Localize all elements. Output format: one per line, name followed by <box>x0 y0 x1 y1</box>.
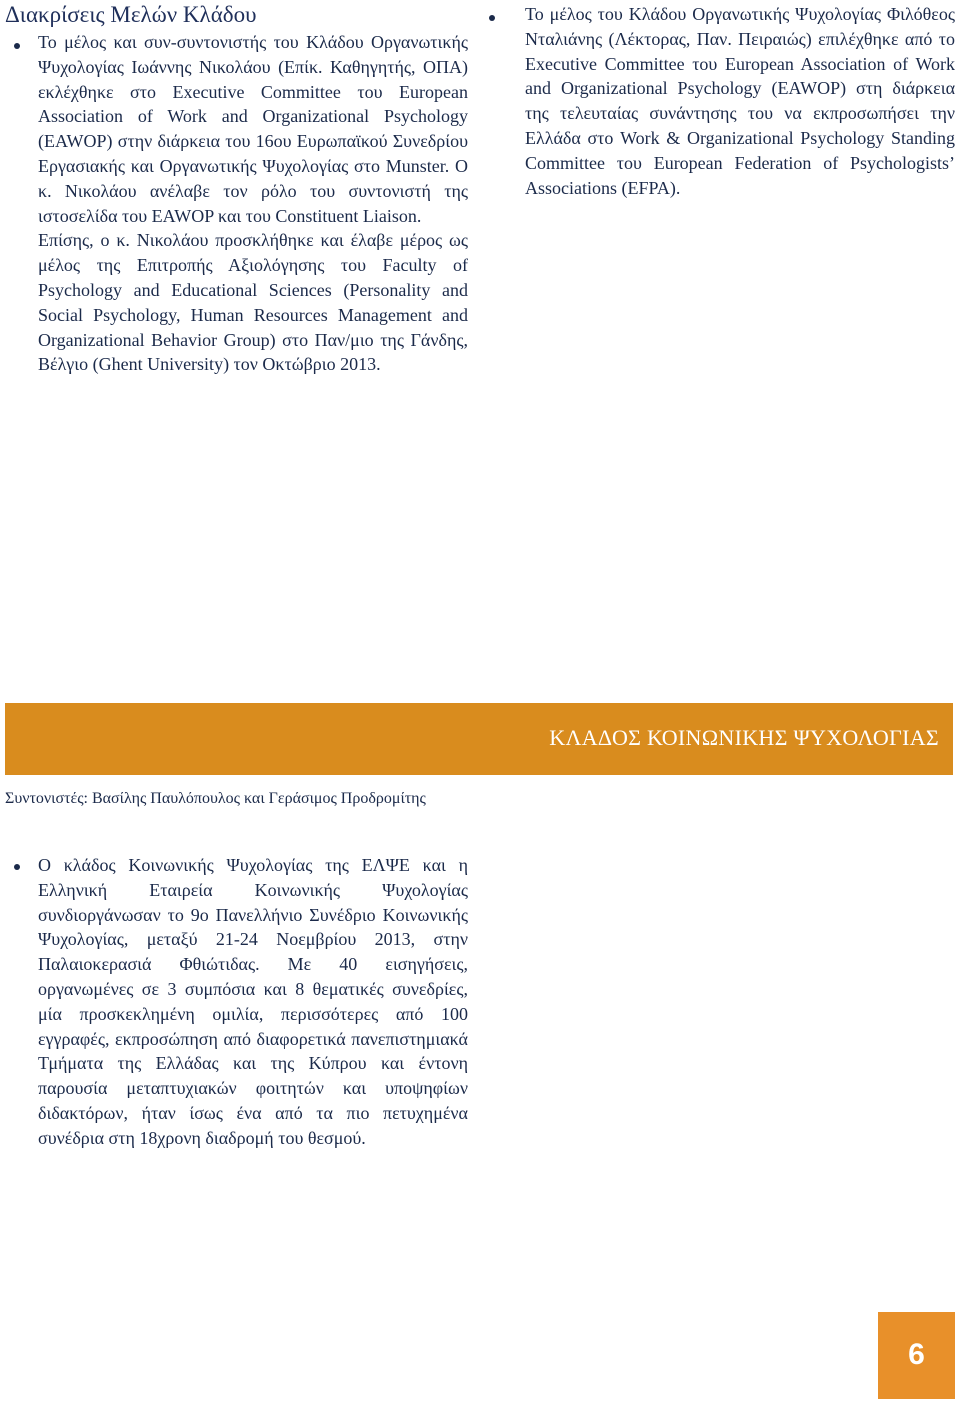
left-paragraph-1: Το μέλος και συν-συντονιστής του Κλάδου Οργανωτικής Ψυχολογίας Ιωάννης Νικολάου (Επίκ. Καθηγητής, ΟΠΑ) εκλέχθηκε στο Executive Committee του European Association of Work and Organizational Psychology (EAWOP) στην διάρκεια του 16ου Ευρωπαϊκού Συνεδρίου Εργασιακής και Οργανωτικής Ψυχολογίας στο Munster. Ο κ. Νικολάου ανέλαβε τον ρόλο του συντονιστή της ιστοσελίδα του EAWOP και του Constituent Liaison. <box>38 32 468 226</box>
bullet-icon <box>14 864 20 870</box>
bullet-icon <box>14 43 20 49</box>
page-number-badge <box>878 1312 955 1399</box>
section-band <box>5 703 953 775</box>
left-paragraph-2: Επίσης, ο κ. Νικολάου προσκλήθηκε και έλαβε μέρος ως μέλος της Επιτροπής Αξιολόγησης του Faculty of Psychology and Educational Sciences (Personality and Social Psychology, Human Resources Management and Organizational Behavior Group) στο Παν/μιο της Γάνδης, Βέλγιο (Ghent University) τον Οκτώβριο 2013. <box>38 230 468 375</box>
social-column <box>38 853 468 1151</box>
band-title: ΚΛΑΔΟΣ ΚΟΙΝΩΝΙΚΗΣ ΨΥΧΟΛΟΓΙΑΣ <box>549 725 939 750</box>
right-column <box>525 2 955 200</box>
bullet-icon <box>489 15 495 21</box>
left-column <box>38 30 468 377</box>
social-paragraph-1: Ο κλάδος Κοινωνικής Ψυχολογίας της ΕΛΨΕ και η Ελληνική Εταιρεία Κοινωνικής Ψυχολογίας συνδιοργάνωσαν το 9ο Πανελλήνιο Συνέδριο Κοινωνικής Ψυχολογίας, μεταξύ 21-24 Νοεμβρίου 2013, στην Παλαιοκερασιά Φθιώτιδας. Με 40 εισηγήσεις, οργανωμένες σε 3 συμπόσια και 8 θεματικές συνεδρίες, μία προσκεκλημένη ομιλία, περισσότερες από 100 εγγραφές, εκπροσώπηση από διαφορετικά πανεπιστημιακά Τμήματα της Ελλάδας και της Κύπρου και έντονη παρουσία μεταπτυχιακών φοιτητών και υποψηφίων διδακτόρων, ήταν ίσως ένα από τα πιο πετυχημένα συνέδρια στη 18χρονη διαδρομή του θεσμού. <box>38 855 468 1148</box>
section-heading: Διακρίσεις Μελών Κλάδου <box>5 2 257 27</box>
coordinators-line: Συντονιστές: Βασίλης Παυλόπουλος και Γεράσιμος Προδρομίτης <box>5 790 426 807</box>
right-paragraph-1: Το μέλος του Κλάδου Οργανωτικής Ψυχολογίας Φιλόθεος Νταλιάνης (Λέκτορας, Παν. Πειραιώς) επιλέχθηκε από το Executive Committee του European Association of Work and Organizational Psychology (EAWOP) στη διάρκεια της τελευταίας συνάντησης του να εκπροσωπήσει την Ελλάδα στο Work & Organizational Psychology Standing Committee του European Federation of Psychologists’ Associations (EFPA). <box>525 4 955 198</box>
page-number: 6 <box>908 1338 925 1371</box>
